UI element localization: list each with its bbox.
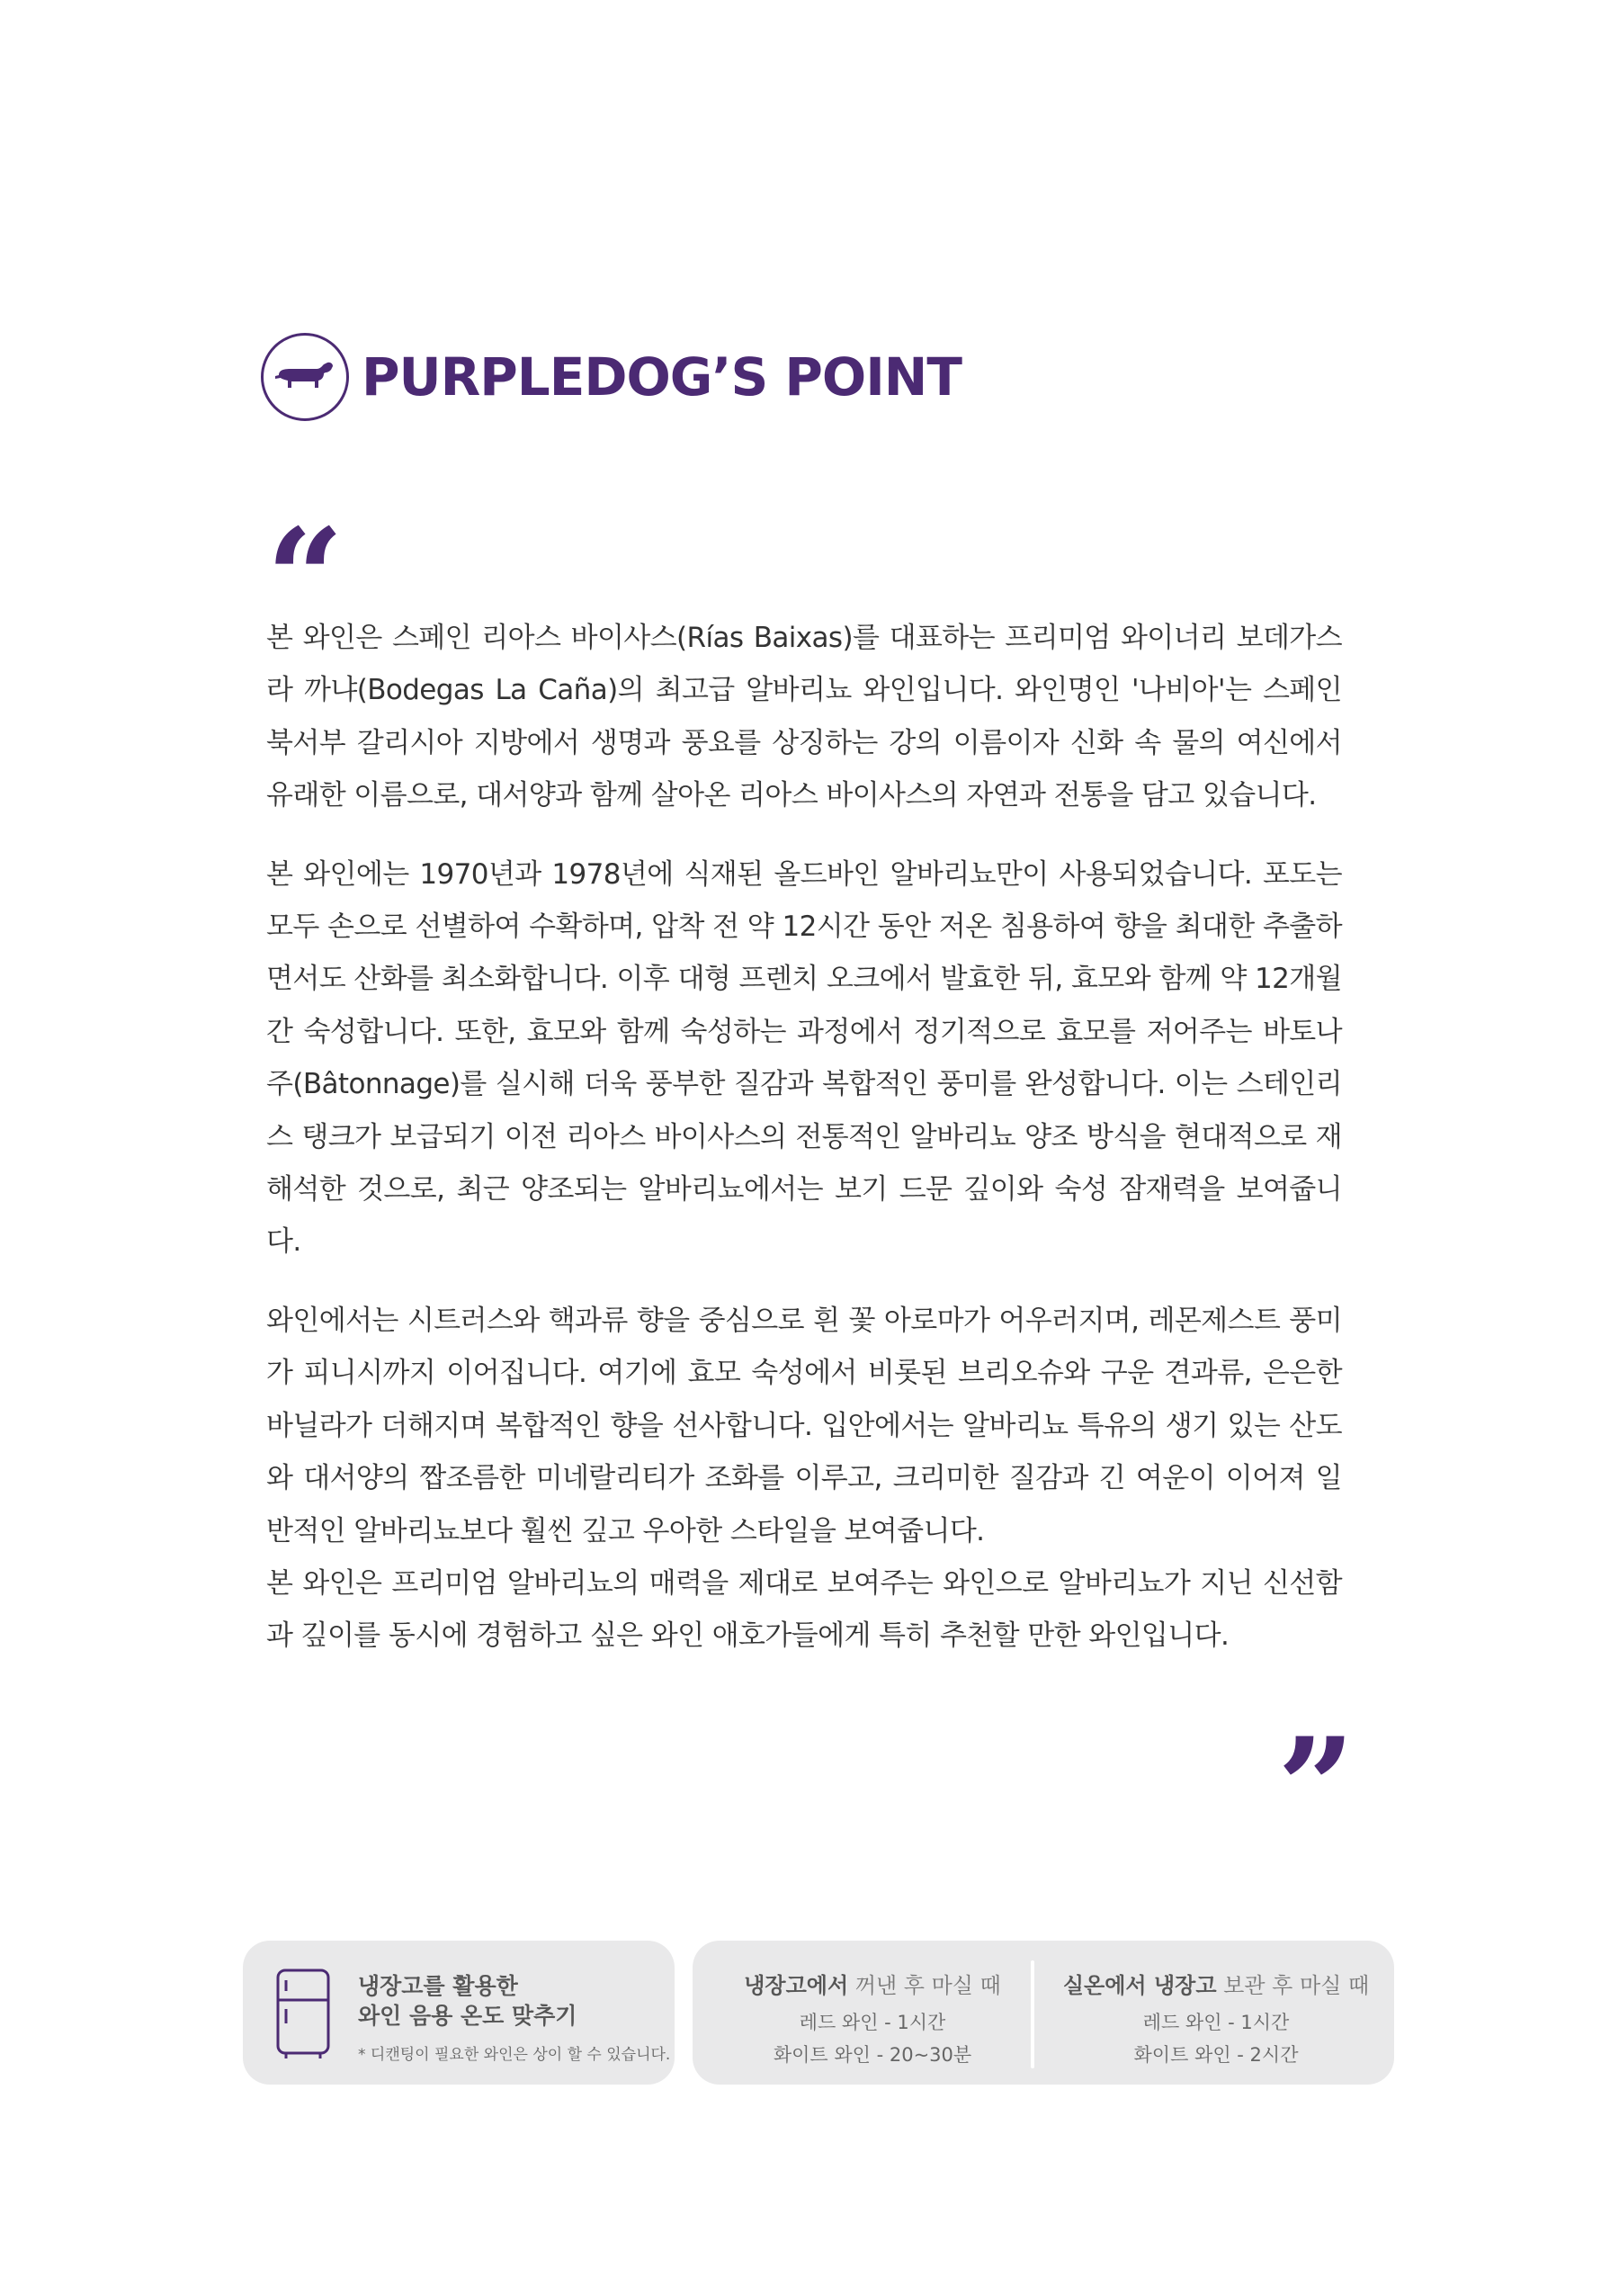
room-to-fridge-column <box>1054 1968 1378 2067</box>
from-fridge-column <box>711 1968 1034 2067</box>
description-body <box>266 612 1342 1663</box>
logo <box>261 333 349 421</box>
column-heading: 냉장고에서 꺼낸 후 마실 때 <box>744 1973 1001 1998</box>
refrigerator-icon <box>275 1968 331 2061</box>
serving-time-card <box>693 1941 1394 2085</box>
paragraph-recommendation: 본 와인은 프리미엄 알바리뇨의 매력을 제대로 보여주는 와인으로 알바리뇨가 지닌 신선함과 깊이를 동시에 경험하고 싶은 와인 애호가들에게 특히 추천할 만한 와인입니다. <box>266 1566 1342 1653</box>
serving-temperature-card <box>243 1941 675 2085</box>
paragraph-winemaking: 본 와인에는 1970년과 1978년에 식재된 올드바인 알바리뇨만이 사용되었습니다. 포도는 모두 손으로 선별하여 수확하며, 압착 전 약 12시간 동안 저온 침용하여 향을 최대한 추출하면서도 산화를 최소화합니다. 이후 대형 프렌치 오크에서 발효한 뒤, 효모와 함께 약 12개월간 숙성합니다. 또한, 효모와 함께 숙성하는 과정에서 정기적으로 효모를 저어주는 바토나주(Bâtonnage)를 실시해 더욱 풍부한 질감과 복합적인 풍미를 완성합니다. 이는 스테인리스 탱크가 보급되기 이전 리아스 바이사스의 전통적인 알바리뇨 양조 방식을 현대적으로 재해석한 것으로, 최근 양조되는 알바리뇨에서는 보기 드문 깊이와 숙성 잠재력을 보여줍니다. <box>266 857 1342 1259</box>
serving-card-note: * 디캔팅이 필요한 와인은 상이 할 수 있습니다. <box>358 2046 671 2064</box>
white-wine-time: 화이트 와인 - 2시간 <box>1133 2044 1299 2066</box>
red-wine-time: 레드 와인 - 1시간 <box>799 2012 946 2033</box>
red-wine-time: 레드 와인 - 1시간 <box>1142 2012 1290 2033</box>
white-wine-time: 화이트 와인 - 20~30분 <box>773 2044 972 2066</box>
divider <box>1031 1960 1034 2068</box>
paragraph-intro: 본 와인은 스페인 리아스 바이사스(Rías Baixas)를 대표하는 프리미엄 와이너리 보데가스 라 까냐(Bodegas La Caña)의 최고급 알바리뇨 와인입니다. 와인명인 '나비아'는 스페인 북서부 갈리시아 지방에서 생명과 풍요를 상징하는 강의 이름이자 신화 속 물의 여신에서 유래한 이름으로, 대서양과 함께 살아온 리아스 바이사스의 자연과 전통을 담고 있습니다. <box>266 622 1342 812</box>
paragraph-tasting: 와인에서는 시트러스와 핵과류 향을 중심으로 흰 꽃 아로마가 어우러지며, 레몬제스트 풍미가 피니시까지 이어집니다. 여기에 효모 숙성에서 비롯된 브리오슈와 구운 견과류, 은은한 바닐라가 더해지며 복합적인 향을 선사합니다. 입안에서는 알바리뇨 특유의 생기 있는 산도와 대서양의 짭조름한 미네랄리티가 조화를 이루고, 크리미한 질감과 긴 여운이 이어져 일반적인 알바리뇨보다 훨씬 깊고 우아한 스타일을 보여줍니다. <box>266 1304 1342 1547</box>
page-title: PURPLEDOG’S POINT <box>362 346 962 408</box>
serving-card-title: 냉장고를 활용한 와인 음용 온도 맞추기 <box>358 1973 577 2029</box>
column-heading: 실온에서 냉장고 보관 후 마실 때 <box>1062 1973 1370 1998</box>
open-quote-mark: “ <box>266 499 344 658</box>
close-quote-mark: ” <box>1277 1709 1355 1867</box>
dachshund-dog-icon <box>273 359 336 395</box>
header <box>261 333 962 421</box>
